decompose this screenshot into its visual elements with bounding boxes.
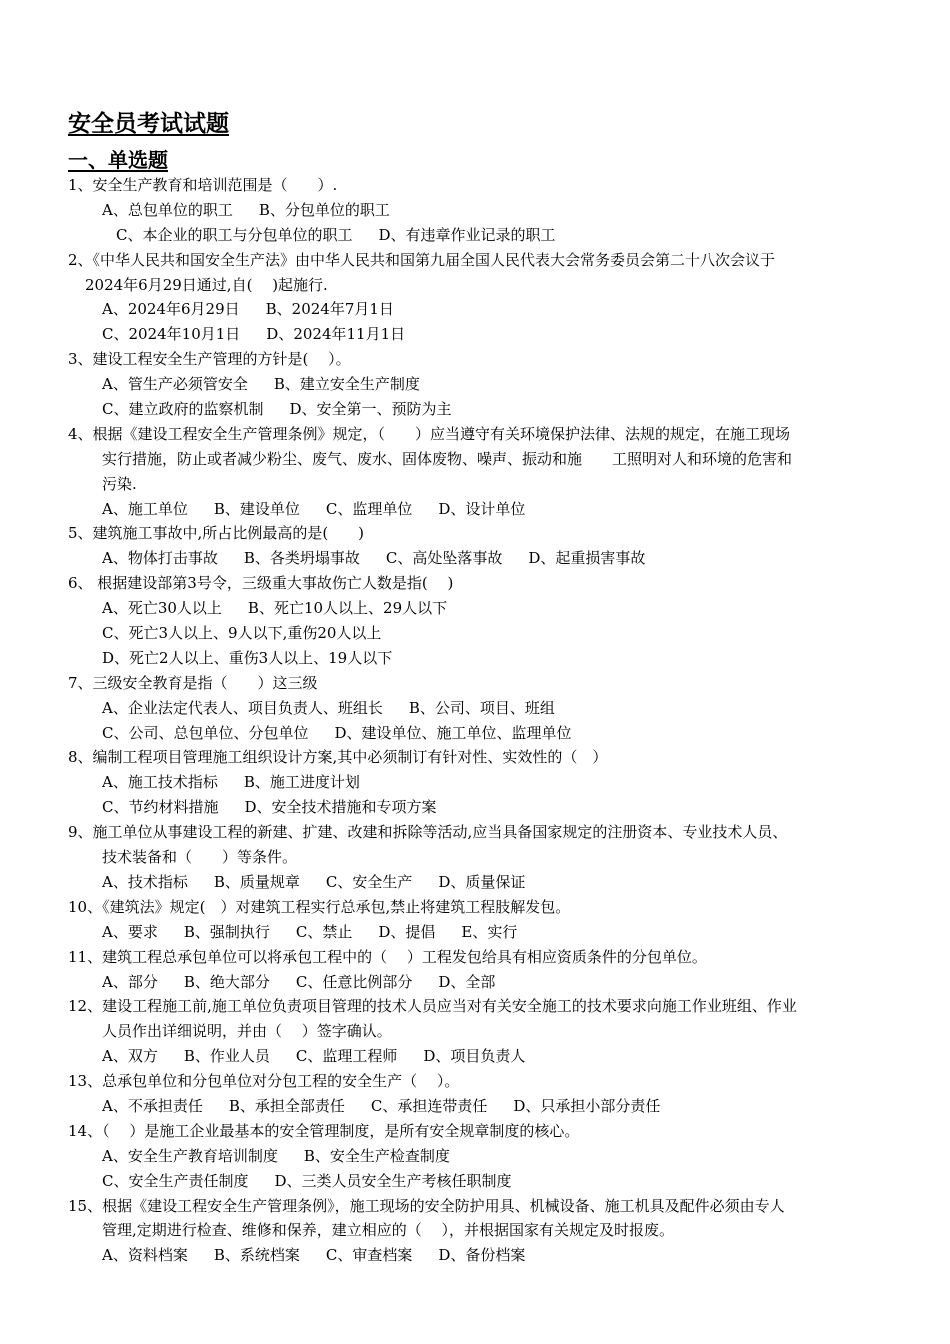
option-b: B、建设单位	[213, 499, 300, 518]
question-stem-continued: 实行措施，防止或者减少粉尘、废气、废水、固体废物、噪声、振动和施 工照明对人和环境的危害和	[102, 449, 793, 468]
option-c: C、安全生产	[325, 872, 413, 891]
question-4	[0, 422, 950, 522]
question-stem-continued: 技术装备和（ ）等条件。	[102, 848, 298, 867]
question-stem: 5、建筑施工事故中,所占比例最高的是( )	[68, 524, 365, 543]
options-row	[0, 497, 950, 522]
question-stem: 13、总承包单位和分包单位对分包工程的安全生产（ ）。	[68, 1072, 460, 1091]
option-c: C、安全生产责任制度	[102, 1171, 249, 1190]
option-d: D、质量保证	[438, 872, 526, 891]
option-b: B、建立安全生产制度	[273, 375, 420, 394]
question-2	[0, 248, 950, 348]
question-9	[0, 820, 950, 895]
option-b: B、施工进度计划	[243, 773, 360, 792]
options-row	[0, 721, 950, 746]
option-b: B、公司、项目、班组	[408, 698, 555, 717]
option-b: B、强制执行	[183, 922, 270, 941]
option-b: B、分包单位的职工	[258, 200, 390, 219]
option-d: D、三类人员安全生产考核任职制度	[274, 1171, 512, 1190]
question-14	[0, 1119, 950, 1194]
options-row	[0, 1243, 950, 1268]
options-row	[0, 970, 950, 995]
question-stem: 7、三级安全教育是指（ ）这三级	[68, 673, 318, 692]
section-heading: 一、单选题	[68, 148, 168, 172]
option-a: A、物体打击事故	[102, 549, 218, 568]
option-b: B、各类坍塌事故	[243, 549, 360, 568]
question-stem-continued: 管理,定期进行检查、维修和保养，建立相应的（ ），并根据国家有关规定及时报废。	[102, 1221, 675, 1240]
question-stem: 14、（ ）是施工企业最基本的安全管理制度，是所有安全规章制度的核心。	[68, 1121, 580, 1140]
option-a: A、死亡30人以上	[102, 599, 222, 618]
options-row	[0, 223, 950, 248]
option-a: A、资料档案	[102, 1246, 188, 1265]
option-a: A、双方	[102, 1047, 158, 1066]
option-a: A、技术指标	[102, 872, 188, 891]
question-stem: 1、安全生产教育和培训范围是（ ）.	[68, 176, 338, 194]
options-row	[0, 372, 950, 397]
option-a: A、要求	[102, 922, 158, 941]
question-stem: 8、编制工程项目管理施工组织设计方案,其中必须制订有针对性、实效性的（ ）	[68, 748, 608, 767]
option-d: D、建设单位、施工单位、监理单位	[334, 723, 572, 742]
option-c: C、禁止	[295, 922, 353, 941]
option-c: C、公司、总包单位、分包单位	[102, 723, 309, 742]
option-a: A、施工单位	[102, 499, 188, 518]
option-d: D、设计单位	[438, 499, 526, 518]
options-row	[0, 920, 950, 945]
option-d: D、只承担小部分责任	[513, 1096, 661, 1115]
option-e: E、实行	[461, 922, 518, 941]
option-a: A、部分	[102, 972, 158, 991]
question-stem: 4、根据《建设工程安全生产管理条例》规定，（ ）应当遵守有关环境保护法律、法规的规定，在施工现场	[68, 424, 791, 443]
options-row	[0, 297, 950, 322]
option-a: A、安全生产教育培训制度	[102, 1146, 278, 1165]
question-stem-continued: 2024年6月29日通过,自( )起施行.	[85, 275, 328, 294]
question-stem: 9、施工单位从事建设工程的新建、扩建、改建和拆除等活动,应当具备国家规定的注册资本、专业技术人员、	[68, 823, 788, 842]
option-c: C、高处坠落事故	[385, 549, 503, 568]
options-row	[0, 596, 950, 621]
options-row	[0, 1044, 950, 1069]
options-row	[0, 397, 950, 422]
option-c: C、审查档案	[325, 1246, 413, 1265]
question-stem-continued: 人员作出详细说明，并由（ ）签字确认。	[102, 1022, 392, 1041]
question-stem: 12、建设工程施工前,施工单位负责项目管理的技术人员应当对有关安全施工的技术要求向施工作业班组、作业	[68, 997, 797, 1016]
option-a: A、企业法定代表人、项目负责人、班组长	[102, 698, 383, 717]
question-3	[0, 347, 950, 422]
option-d: D、起重损害事故	[528, 549, 646, 568]
question-stem: 10、《建筑法》规定( ）对建筑工程实行总承包,禁止将建筑工程肢解发包。	[68, 897, 571, 916]
option-d: D、提倡	[378, 922, 436, 941]
question-8	[0, 745, 950, 820]
question-stem: 2、《中华人民共和国安全生产法》由中华人民共和国第九届全国人民代表大会常务委员会第二十八次会议于	[68, 250, 776, 269]
question-stem: 3、建设工程安全生产管理的方针是( ）。	[68, 350, 351, 369]
option-c: C、建立政府的监察机制	[102, 400, 264, 419]
option-a: A、总包单位的职工	[102, 200, 233, 219]
option-c: C、本企业的职工与分包单位的职工	[116, 225, 353, 244]
question-6	[0, 571, 950, 671]
options-row	[0, 870, 950, 895]
option-d: D、项目负责人	[423, 1047, 526, 1066]
options-row	[0, 322, 950, 347]
option-d: D、2024年11月1日	[266, 325, 406, 344]
question-stem: 11、建筑工程总承包单位可以将承包工程中的（ ）工程发包给具有相应资质条件的分包单位。	[68, 947, 707, 966]
option-a: A、2024年6月29日	[102, 300, 240, 319]
question-11	[0, 945, 950, 995]
question-stem-continued: 污染.	[102, 474, 137, 493]
option-c: C、任意比例部分	[295, 972, 413, 991]
question-10	[0, 895, 950, 945]
question-7	[0, 671, 950, 746]
option-d: D、有违章作业记录的职工	[378, 225, 556, 244]
question-stem: 15、根据《建设工程安全生产管理条例》，施工现场的安全防护用具、机械设备、施工机具及配件必须由专人	[68, 1196, 785, 1215]
options-row	[0, 198, 950, 223]
option-b: B、质量规章	[213, 872, 300, 891]
option-a: A、施工技术指标	[102, 773, 218, 792]
option-b: B、绝大部分	[183, 972, 270, 991]
question-15	[0, 1194, 950, 1269]
question-1	[0, 173, 950, 248]
option-a: A、不承担责任	[102, 1096, 203, 1115]
option-d: D、备份档案	[438, 1246, 526, 1265]
option-d: D、安全第一、预防为主	[289, 400, 452, 419]
document-title: 安全员考试试题	[68, 111, 229, 137]
option-d: D、死亡2人以上、重伤3人以上、19人以下	[102, 648, 393, 667]
option-b: B、安全生产检查制度	[303, 1146, 450, 1165]
option-d: D、安全技术措施和专项方案	[244, 798, 437, 817]
option-c: C、监理工程师	[295, 1047, 398, 1066]
question-list	[0, 173, 950, 1268]
option-a: A、管生产必须管安全	[102, 375, 248, 394]
option-c: C、监理单位	[325, 499, 413, 518]
option-b: B、作业人员	[183, 1047, 270, 1066]
option-c: C、死亡3人以上、9人以下,重伤20人以上	[102, 624, 382, 643]
option-c: C、2024年10月1日	[102, 325, 241, 344]
question-5	[0, 521, 950, 571]
options-row	[0, 795, 950, 820]
question-stem: 6、 根据建设部第3号令，三级重大事故伤亡人数是指( )	[68, 574, 454, 593]
option-c: C、节约材料措施	[102, 798, 219, 817]
option-b: B、承担全部责任	[228, 1096, 345, 1115]
option-b: B、死亡10人以上、29人以下	[247, 599, 448, 618]
option-c: C、承担连带责任	[370, 1096, 488, 1115]
option-b: B、系统档案	[213, 1246, 300, 1265]
options-row	[0, 1169, 950, 1194]
options-row	[0, 770, 950, 795]
option-d: D、全部	[438, 972, 496, 991]
options-row	[0, 1144, 950, 1169]
options-row	[0, 1094, 950, 1119]
question-12	[0, 994, 950, 1069]
options-row	[0, 546, 950, 571]
options-row	[0, 696, 950, 721]
option-b: B、2024年7月1日	[265, 300, 394, 319]
question-13	[0, 1069, 950, 1119]
